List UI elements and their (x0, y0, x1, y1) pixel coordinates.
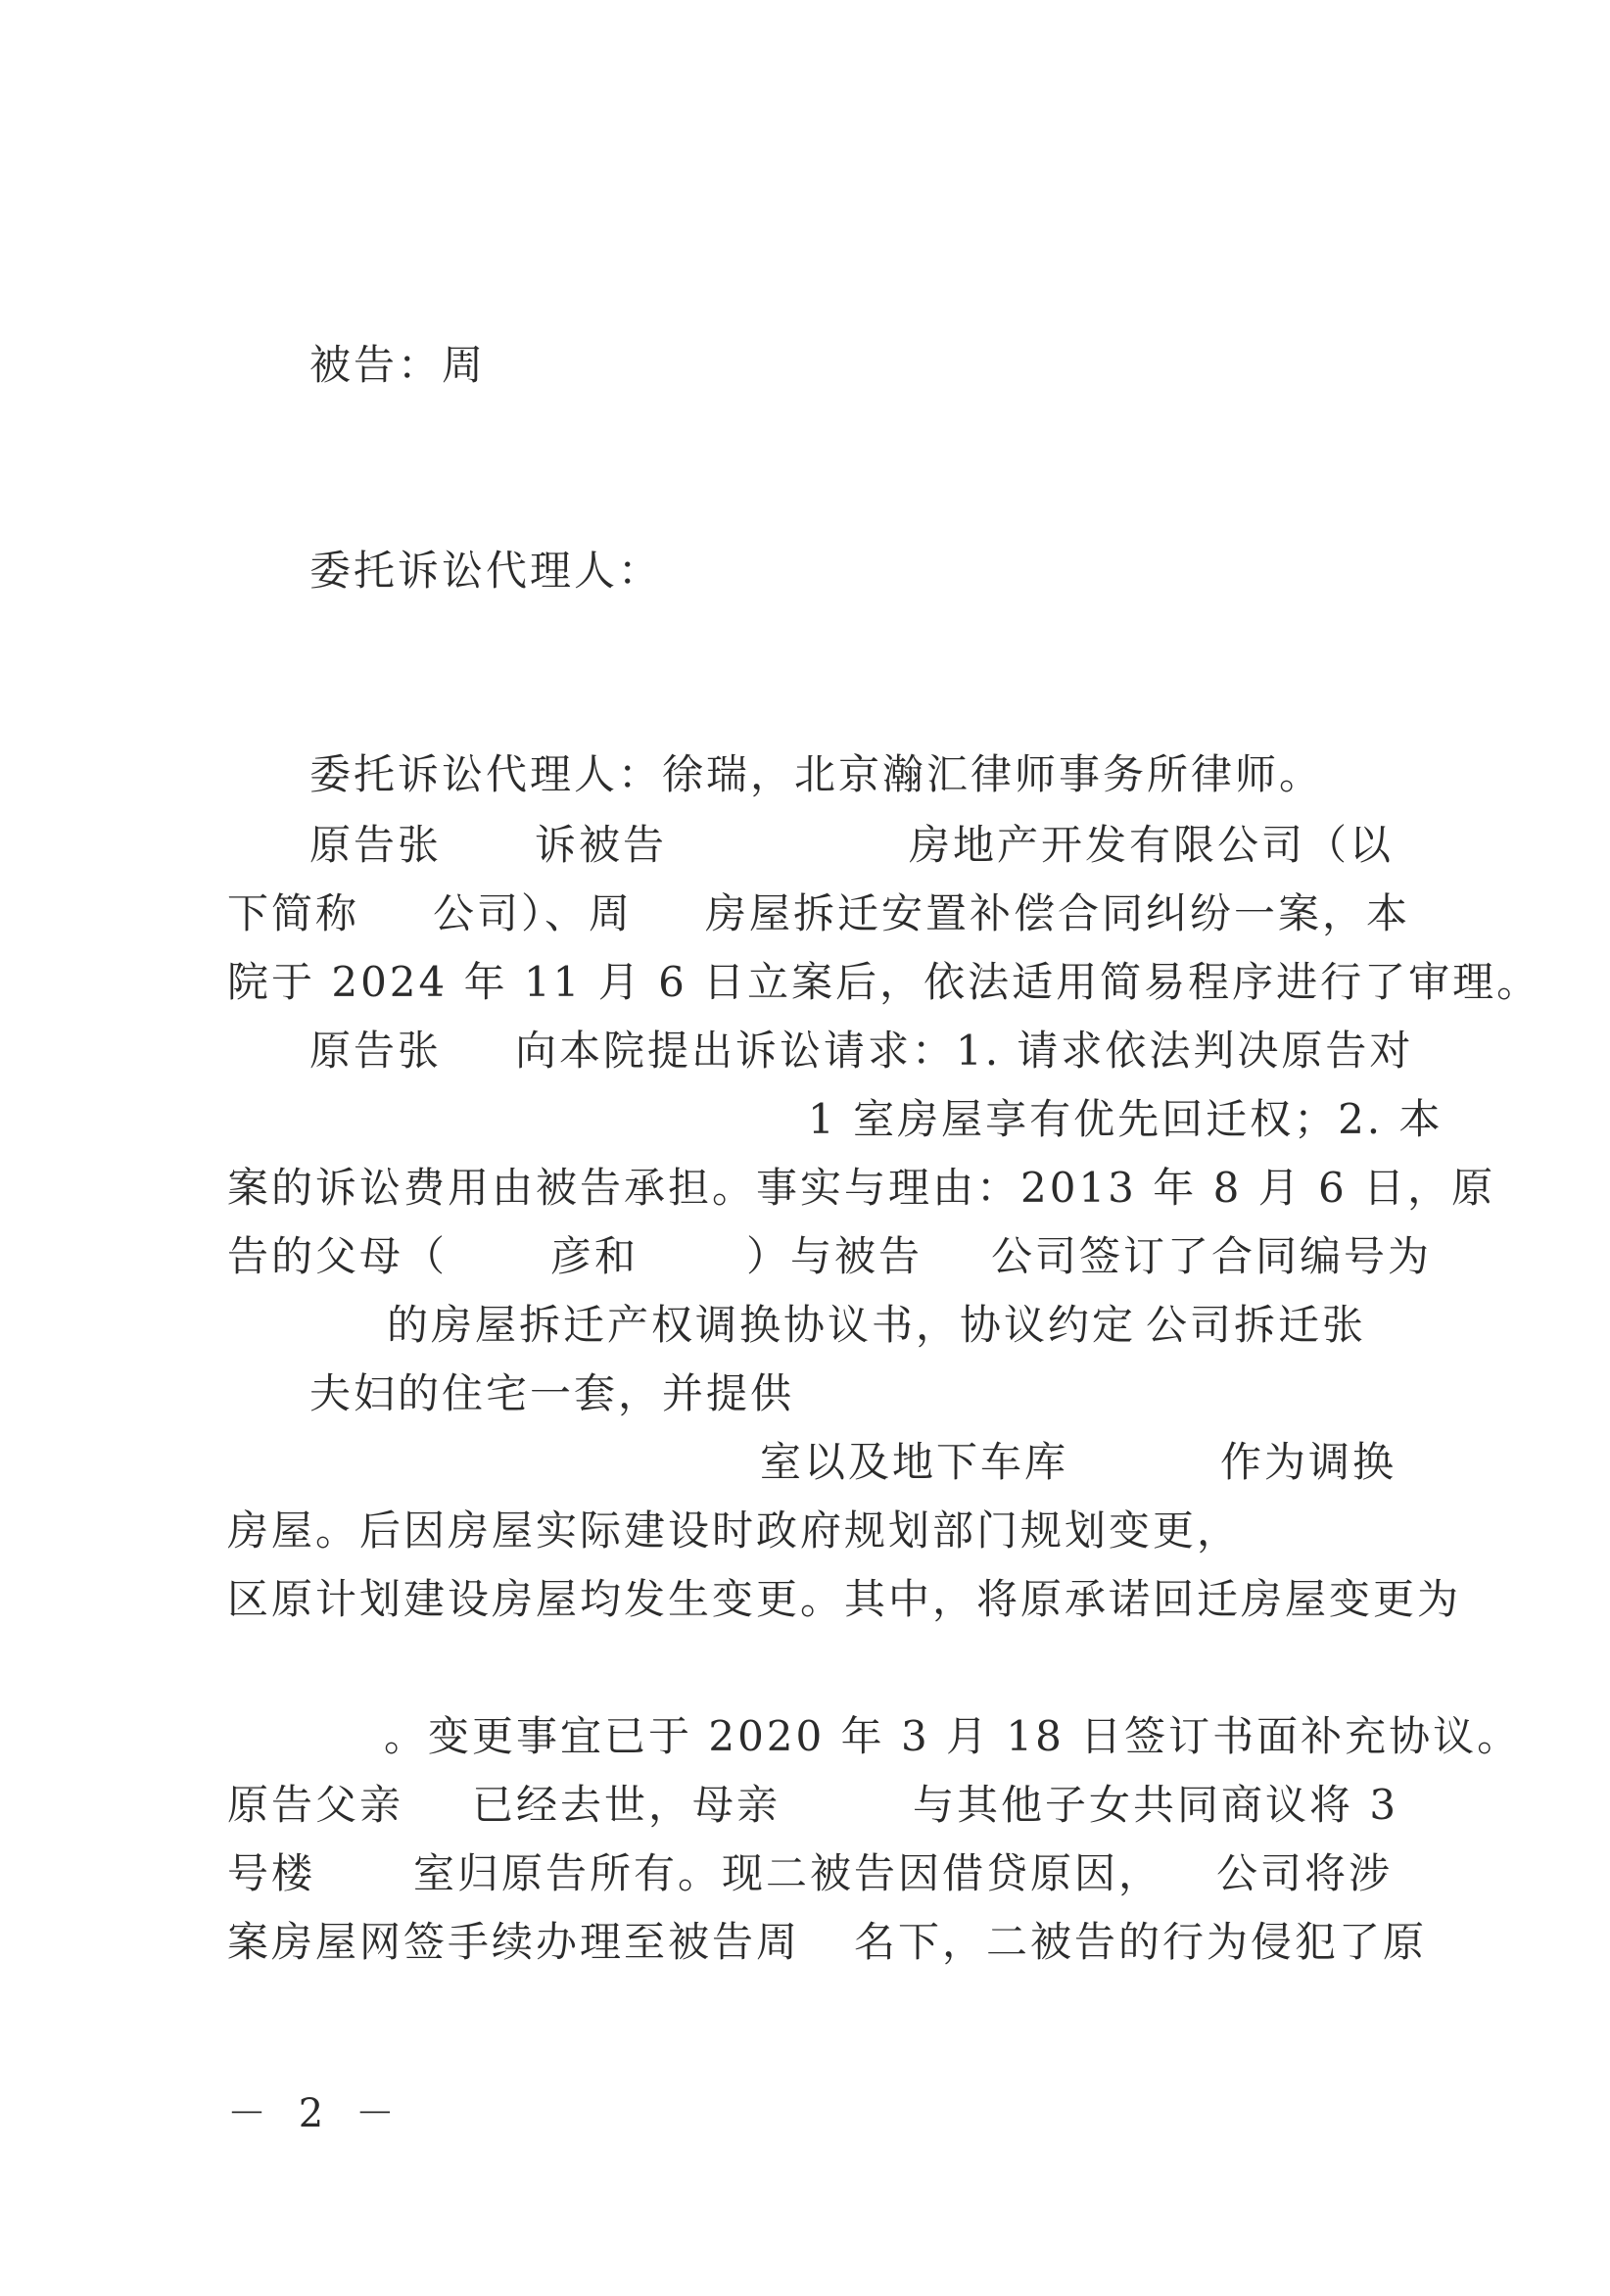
paragraph-claims-line-5: 的房屋拆迁产权调换协议书，协议约定 公司拆迁张 (387, 1301, 1367, 1349)
paragraph-claims-line-7: 室以及地下车库 作为调换 (760, 1438, 1397, 1486)
paragraph-claims-line-4: 告的父母（ 彦和 ）与被告 公司签订了合同编号为 (227, 1232, 1433, 1280)
paragraph-case-intro-line-1: 原告张 诉被告 房地产开发有限公司（以 (309, 821, 1395, 869)
page-number: － 2 － (227, 2091, 404, 2136)
paragraph-claims-line-8: 房屋。后因房屋实际建设时政府规划部门规划变更， (227, 1507, 1242, 1555)
paragraph-case-intro-line-2: 下简称 公司）、周 房屋拆迁安置补偿合同纠纷一案，本 (227, 889, 1411, 937)
paragraph-claims-line-6: 夫妇的住宅一套，并提供 (309, 1369, 795, 1417)
paragraph-claims-line-10: 。变更事宜已于 2020 年 3 月 18 日签订书面补充协议。 (384, 1712, 1522, 1760)
paragraph-claims-line-9: 区原计划建设房屋均发生变更。其中，将原承诺回迁房屋变更为 (227, 1575, 1462, 1623)
agent-line-1: 委托诉讼代理人： (309, 547, 663, 595)
defendant-line: 被告：周 (309, 341, 487, 389)
paragraph-claims-line-11: 原告父亲 已经去世，母亲 与其他子女共同商议将 3 (227, 1781, 1399, 1829)
paragraph-claims-line-3: 案的诉讼费用由被告承担。事实与理由：2013 年 8 月 6 日，原 (227, 1164, 1496, 1212)
paragraph-case-intro-line-3: 院于 2024 年 11 月 6 日立案后，依法适用简易程序进行了审理。 (227, 958, 1541, 1006)
paragraph-claims-line-12: 号楼 室归原告所有。现二被告因借贷原因， 公司将涉 (227, 1849, 1394, 1897)
paragraph-claims-line-1: 原告张 向本院提出诉讼请求：1. 请求依法判决原告对 (309, 1027, 1414, 1075)
paragraph-claims-line-13: 案房屋网签手续办理至被告周 名下，二被告的行为侵犯了原 (227, 1918, 1428, 1966)
paragraph-claims-line-2: 1 室房屋享有优先回迁权；2. 本 (808, 1095, 1444, 1143)
agent-line-2: 委托诉讼代理人：徐瑞，北京瀚汇律师事务所律师。 (309, 750, 1324, 798)
